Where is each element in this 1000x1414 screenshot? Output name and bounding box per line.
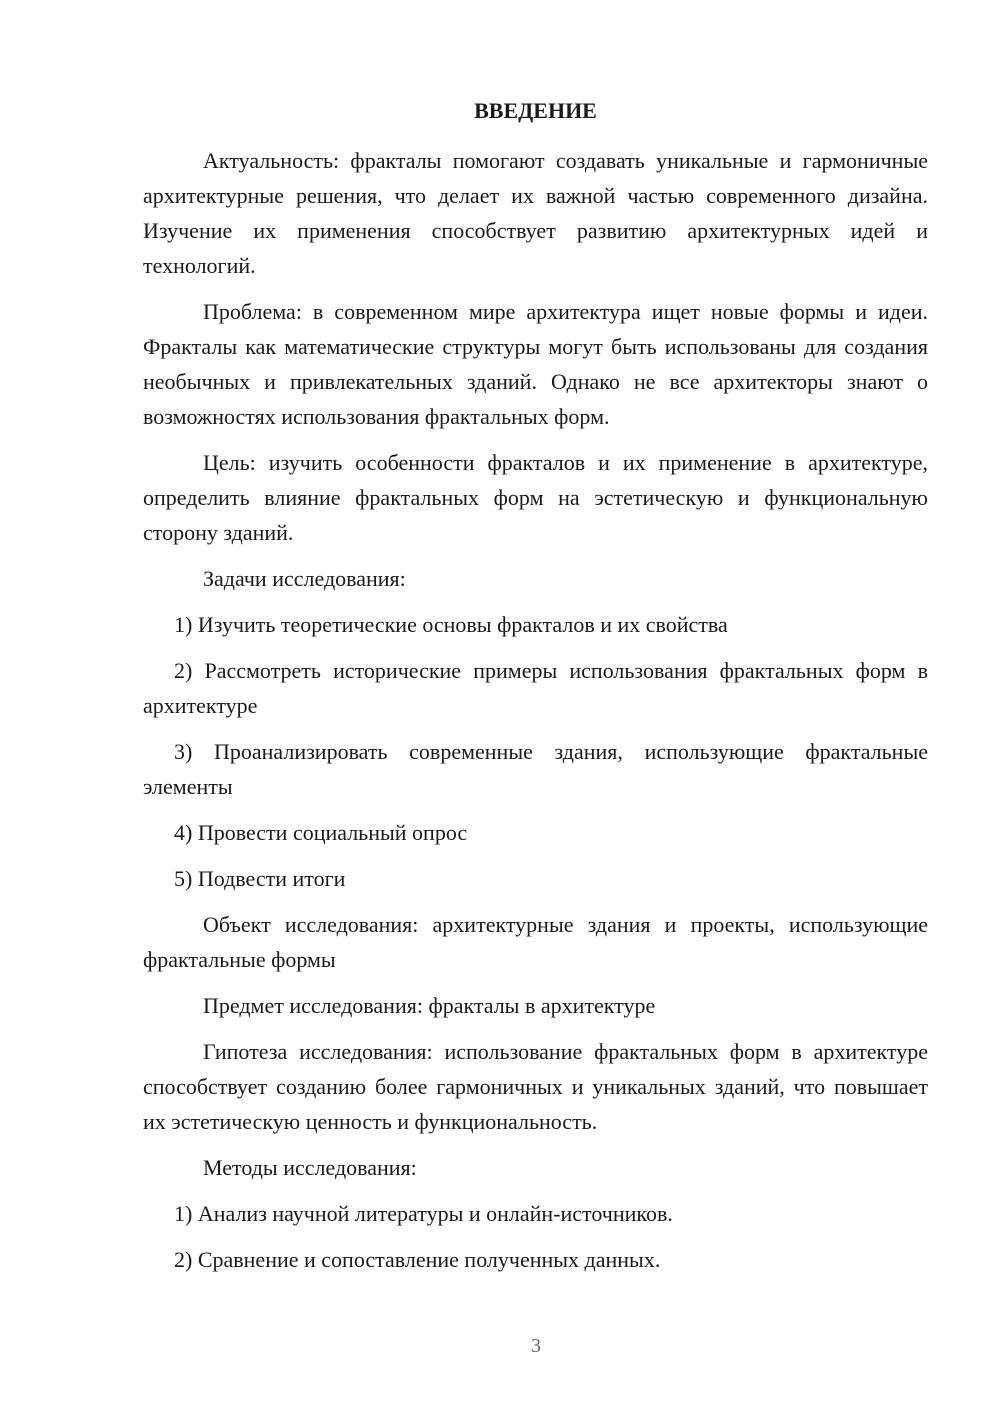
page-number: 3 (531, 1335, 541, 1357)
method-item-2: 2) Сравнение и сопоставление полученных данных. (174, 1247, 661, 1272)
task-item-3: 3) Проанализировать современные здания, использующие фрактальные элементы (143, 739, 928, 799)
document-body (143, 143, 928, 1288)
method-item-1: 1) Анализ научной литературы и онлайн-источников. (174, 1201, 673, 1226)
task-item-4: 4) Провести социальный опрос (174, 820, 468, 845)
relevance-paragraph: Актуальность: фракталы помогают создавать уникальные и гармоничные архитектурные решения, что делает их важной частью современного дизайна. Изучение их применения способствует развитию архитектурных идей и технологий. (143, 148, 928, 278)
problem-paragraph: Проблема: в современном мире архитектура ищет новые формы и идеи. Фракталы как математические структуры могут быть использованы для создания необычных и привлекательных зданий. Однако не все архитекторы знают о возможностях использования фрактальных форм. (143, 299, 928, 429)
methods-title: Методы исследования: (203, 1155, 417, 1180)
goal-paragraph: Цель: изучить особенности фракталов и их применение в архитектуре, определить влияние фрактальных форм на эстетическую и функциональную сторону зданий. (143, 450, 928, 545)
subject-paragraph: Предмет исследования: фракталы в архитектуре (203, 993, 656, 1018)
object-paragraph: Объект исследования: архитектурные здания и проекты, использующие фрактальные формы (143, 912, 928, 972)
task-item-1: 1) Изучить теоретические основы фракталов и их свойства (174, 612, 728, 637)
section-heading: ВВЕДЕНИЕ (474, 98, 597, 123)
task-item-5: 5) Подвести итоги (174, 866, 346, 891)
hypothesis-paragraph: Гипотеза исследования: использование фрактальных форм в архитектуре способствует созданию более гармоничных и уникальных зданий, что повышает их эстетическую ценность и функциональность. (143, 1039, 928, 1134)
tasks-title: Задачи исследования: (203, 566, 406, 591)
task-item-2: 2) Рассмотреть исторические примеры использования фрактальных форм в архитектуре (143, 658, 928, 718)
document-page (143, 0, 928, 1414)
